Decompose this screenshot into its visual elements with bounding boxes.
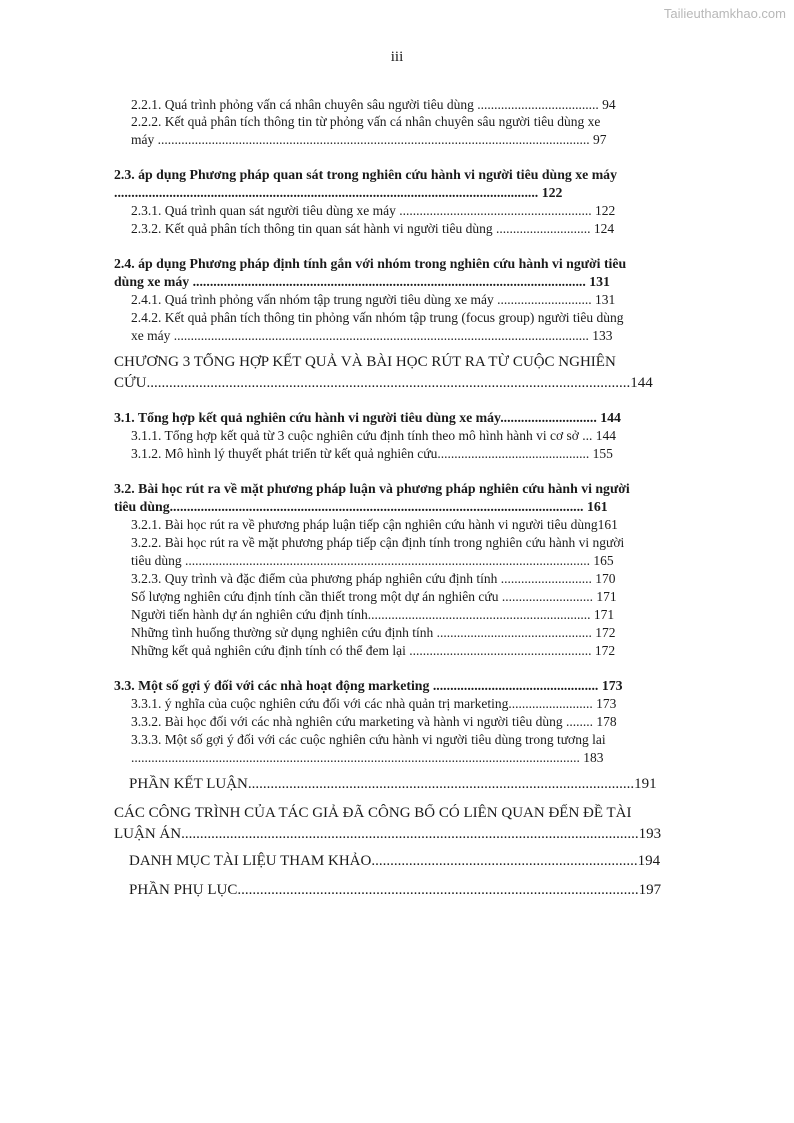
toc-entry-2-2-2-cont[interactable]: máy ................................................................................................................................ 97 <box>131 132 607 147</box>
toc-entry-2-3-2[interactable]: 2.3.2. Kết quả phân tích thông tin quan sát hành vi người tiêu dùng ............................ 124 <box>131 221 615 236</box>
toc-entry-3-1-2[interactable]: 3.1.2. Mô hình lý thuyết phát triển từ kết quả nghiên cứu............................................. 155 <box>131 446 613 461</box>
toc-entry-3-2-1[interactable]: 3.2.1. Bài học rút ra về phương pháp luận tiếp cận nghiên cứu hành vi người tiêu dùng161 <box>131 517 618 532</box>
toc-entry-qualitative-count[interactable]: Số lượng nghiên cứu định tính cần thiết trong một dự án nghiên cứu ........................... 171 <box>131 589 617 604</box>
toc-chapter-3-cont[interactable]: CỨU.................................................................................................................................144 <box>114 375 653 391</box>
toc-entry-3-2-3[interactable]: 3.2.3. Quy trình và đặc điểm của phương pháp nghiên cứu định tính ........................... 170 <box>131 571 616 586</box>
toc-entry-3-3-3[interactable]: 3.3.3. Một số gợi ý đối với các cuộc nghiên cứu hành vi người tiêu dùng trong tương lai <box>131 732 606 747</box>
toc-section-2-3[interactable]: 2.3. áp dụng Phương pháp quan sát trong nghiên cứu hành vi người tiêu dùng xe máy <box>114 167 617 182</box>
toc-entry-3-3-2[interactable]: 3.3.2. Bài học đối với các nhà nghiên cứu marketing và hành vi người tiêu dùng ........ 178 <box>131 714 617 729</box>
toc-entry-2-3-1[interactable]: 2.3.1. Quá trình quan sát người tiêu dùng xe máy ......................................................... 122 <box>131 203 616 218</box>
toc-section-3-2-cont[interactable]: tiêu dùng........................................................................................................................ 161 <box>114 499 608 514</box>
toc-entry-2-2-1[interactable]: 2.2.1. Quá trình phỏng vấn cá nhân chuyên sâu người tiêu dùng .................................... 94 <box>131 97 616 112</box>
toc-entry-3-2-2-cont[interactable]: tiêu dùng ........................................................................................................................ 165 <box>131 553 614 568</box>
toc-entry-2-2-2[interactable]: 2.2.2. Kết quả phân tích thông tin từ phỏng vấn cá nhân chuyên sâu người tiêu dùng xe <box>131 114 601 129</box>
toc-section-2-4[interactable]: 2.4. áp dụng Phương pháp định tính gắn với nhóm trong nghiên cứu hành vi người tiêu <box>114 256 627 271</box>
toc-entry-3-1-1[interactable]: 3.1.1. Tổng hợp kết quả từ 3 cuộc nghiên cứu định tính theo mô hình hành vi cơ sở ... 144 <box>131 428 616 443</box>
toc-section-3-1[interactable]: 3.1. Tổng hợp kết quả nghiên cứu hành vi người tiêu dùng xe máy............................ 144 <box>114 410 621 425</box>
toc-entry-results[interactable]: Những kết quả nghiên cứu định tính có thể đem lại ...................................................... 172 <box>131 643 616 658</box>
page-number: iii <box>390 49 404 65</box>
toc-publications-cont[interactable]: LUẬN ÁN..........................................................................................................................193 <box>114 826 662 842</box>
toc-entry-3-2-2[interactable]: 3.2.2. Bài học rút ra về mặt phương pháp tiếp cận định tính trong nghiên cứu hành vi người <box>131 535 625 550</box>
toc-entry-2-4-1[interactable]: 2.4.1. Quá trình phỏng vấn nhóm tập trung người tiêu dùng xe máy ............................ 131 <box>131 292 616 307</box>
toc-entry-3-3-1[interactable]: 3.3.1. ý nghĩa của cuộc nghiên cứu đối với các nhà quản trị marketing......................... 173 <box>131 696 617 711</box>
toc-appendix[interactable]: PHẦN PHỤ LỤC...........................................................................................................197 <box>129 882 662 898</box>
toc-section-3-3[interactable]: 3.3. Một số gợi ý đối với các nhà hoạt động marketing ................................................ 173 <box>114 678 623 693</box>
toc-entry-2-4-2[interactable]: 2.4.2. Kết quả phân tích thông tin phỏng vấn nhóm tập trung (focus group) người tiêu dùng <box>131 310 624 325</box>
toc-entry-situations[interactable]: Những tình huống thường sử dụng nghiên cứu định tính .............................................. 172 <box>131 625 616 640</box>
toc-publications[interactable]: CÁC CÔNG TRÌNH CỦA TÁC GIẢ ĐÃ CÔNG BỐ CÓ LIÊN QUAN ĐẾN ĐỀ TÀI <box>114 805 632 821</box>
toc-chapter-3[interactable]: CHƯƠNG 3 TỔNG HỢP KẾT QUẢ VÀ BÀI HỌC RÚT RA TỪ CUỘC NGHIÊN <box>114 354 616 370</box>
toc-section-2-3-cont[interactable]: ........................................................................................................................... 122 <box>114 185 563 200</box>
toc-section-2-4-cont[interactable]: dùng xe máy .................................................................................................................. 131 <box>114 274 610 289</box>
toc-conclusion[interactable]: PHẦN KẾT LUẬN.......................................................................................................191 <box>129 776 657 792</box>
toc-section-3-2[interactable]: 3.2. Bài học rút ra về mặt phương pháp luận và phương pháp nghiên cứu hành vi người <box>114 481 630 496</box>
toc-references[interactable]: DANH MỤC TÀI LIỆU THAM KHẢO.......................................................................194 <box>129 853 661 869</box>
toc-entry-2-4-2-cont[interactable]: xe máy ........................................................................................................................... 133 <box>131 328 613 343</box>
watermark: Tailieuthamkhao.com <box>663 6 786 21</box>
toc-entry-researcher[interactable]: Người tiến hành dự án nghiên cứu định tính.................................................................. 171 <box>131 607 615 622</box>
toc-entry-3-3-3-cont[interactable]: ..................................................................................................................................... 183 <box>131 750 604 765</box>
